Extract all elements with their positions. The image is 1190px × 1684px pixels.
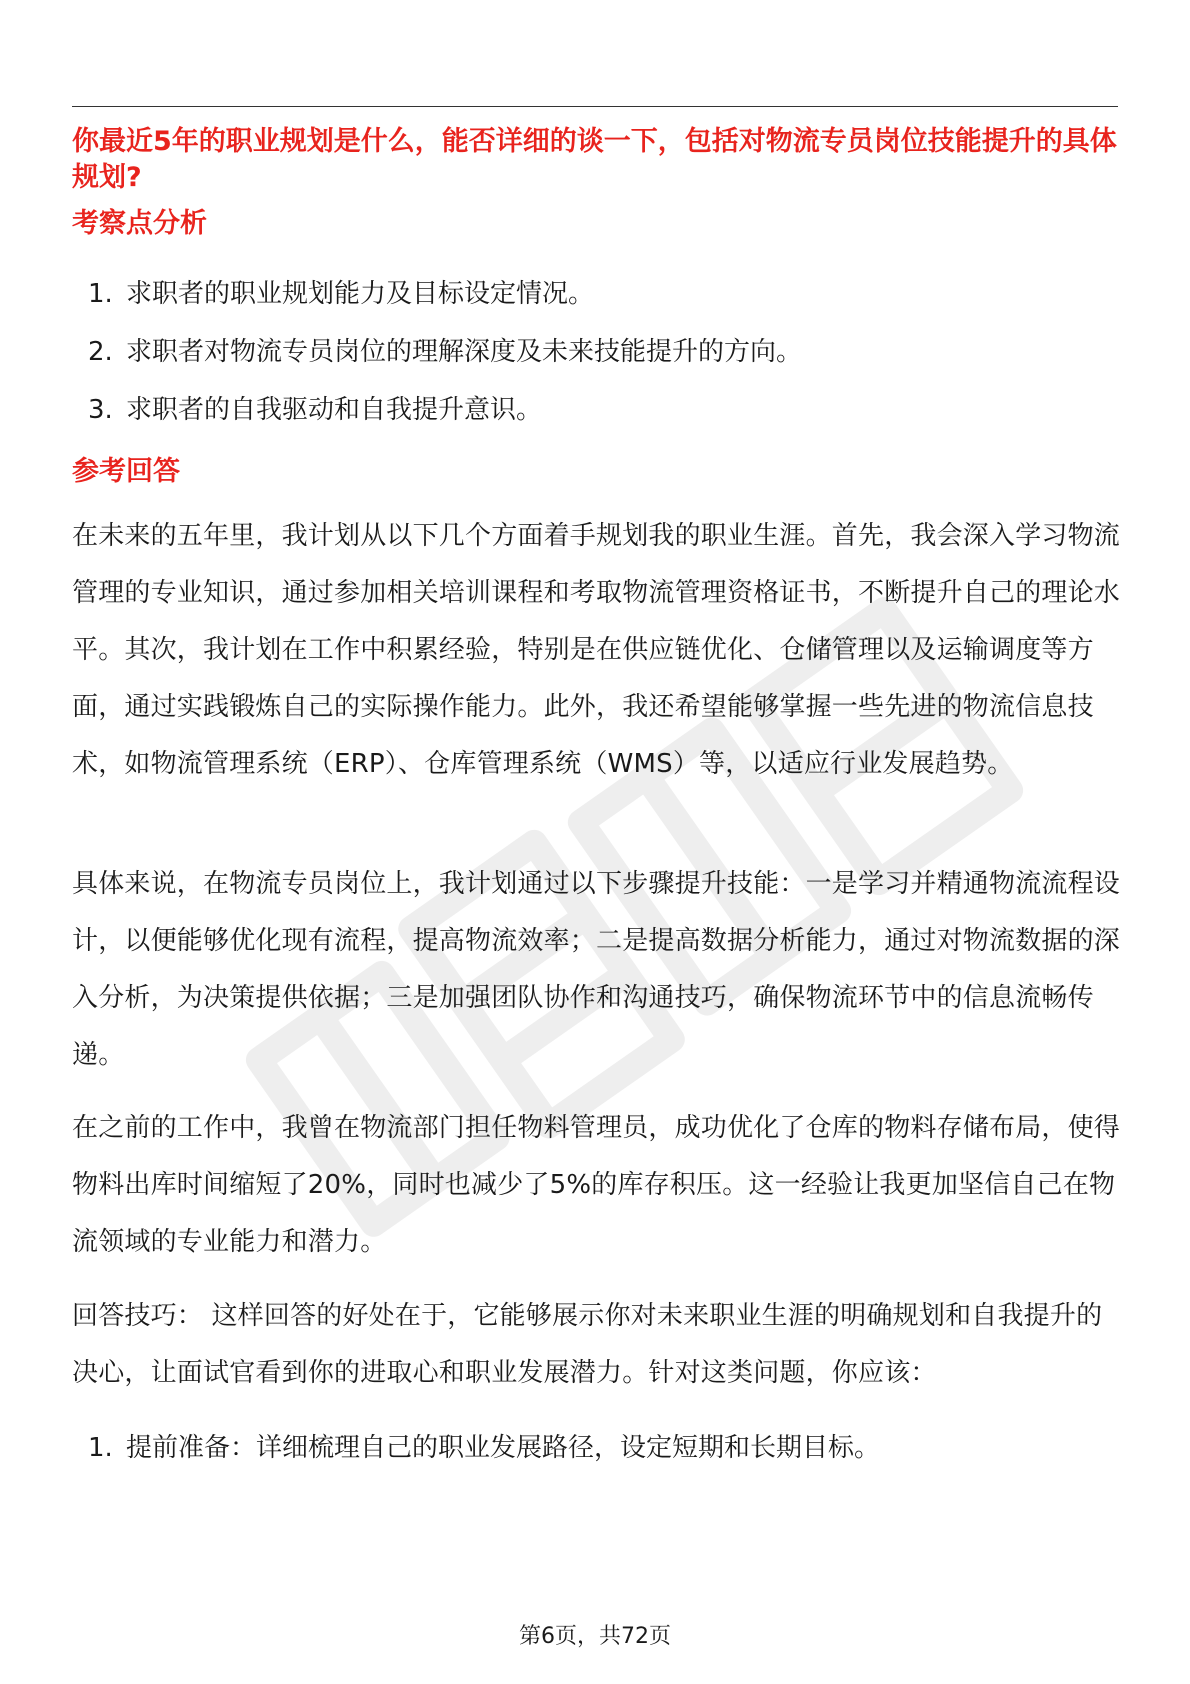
list-item (72, 334, 1118, 392)
list-number: 1. (88, 279, 113, 309)
list-item (72, 1430, 1118, 1488)
tips-list (72, 1430, 1118, 1488)
top-divider (72, 106, 1118, 107)
analysis-heading: 考察点分析 (72, 208, 207, 239)
list-item (72, 276, 1118, 334)
list-text: 提前准备：详细梳理自己的职业发展路径，设定短期和长期目标。 (126, 1433, 881, 1463)
answer-paragraph: 在未来的五年里，我计划从以下几个方面着手规划我的职业生涯。首先，我会深入学习物流管理的专业知识，通过参加相关培训课程和考取物流管理资格证书，不断提升自己的理论水平。其次，我计划在工作中积累经验，特别是在供应链优化、仓储管理以及运输调度等方面，通过实践锻炼自己的实际操作能力。此外，我还希望能够掌握一些先进的物流信息技术，如物流管理系统（ERP）、仓库管理系统（WMS）等，以适应行业发展趋势。 (72, 521, 1121, 779)
analysis-list (72, 276, 1118, 450)
list-text: 求职者的职业规划能力及目标设定情况。 (126, 279, 595, 309)
answer-tips-intro: 回答技巧： 这样回答的好处在于，它能够展示你对未来职业生涯的明确规划和自我提升的决心，让面试官看到你的进取心和职业发展潜力。针对这类问题，你应该： (72, 1301, 1103, 1388)
list-number: 3. (88, 395, 113, 425)
list-text: 求职者对物流专员岗位的理解深度及未来技能提升的方向。 (126, 337, 803, 367)
question-title: 你最近5年的职业规划是什么，能否详细的谈一下，包括对物流专员岗位技能提升的具体规划? (72, 126, 1117, 193)
list-number: 1. (88, 1433, 113, 1463)
list-text: 求职者的自我驱动和自我提升意识。 (126, 395, 543, 425)
answer-paragraph: 具体来说，在物流专员岗位上，我计划通过以下步骤提升技能：一是学习并精通物流流程设计，以便能够优化现有流程，提高物流效率；二是提高数据分析能力，通过对物流数据的深入分析，为决策提供依据；三是加强团队协作和沟通技巧，确保物流环节中的信息流畅传递。 (72, 869, 1121, 1070)
answer-heading: 参考回答 (72, 456, 180, 487)
answer-paragraph: 在之前的工作中，我曾在物流部门担任物料管理员，成功优化了仓库的物料存储布局，使得物料出库时间缩短了20%，同时也减少了5%的库存积压。这一经验让我更加坚信自己在物流领域的专业能力和潜力。 (72, 1113, 1121, 1257)
page-number-footer: 第6页，共72页 (519, 1624, 671, 1649)
list-number: 2. (88, 337, 113, 367)
list-item (72, 392, 1118, 450)
